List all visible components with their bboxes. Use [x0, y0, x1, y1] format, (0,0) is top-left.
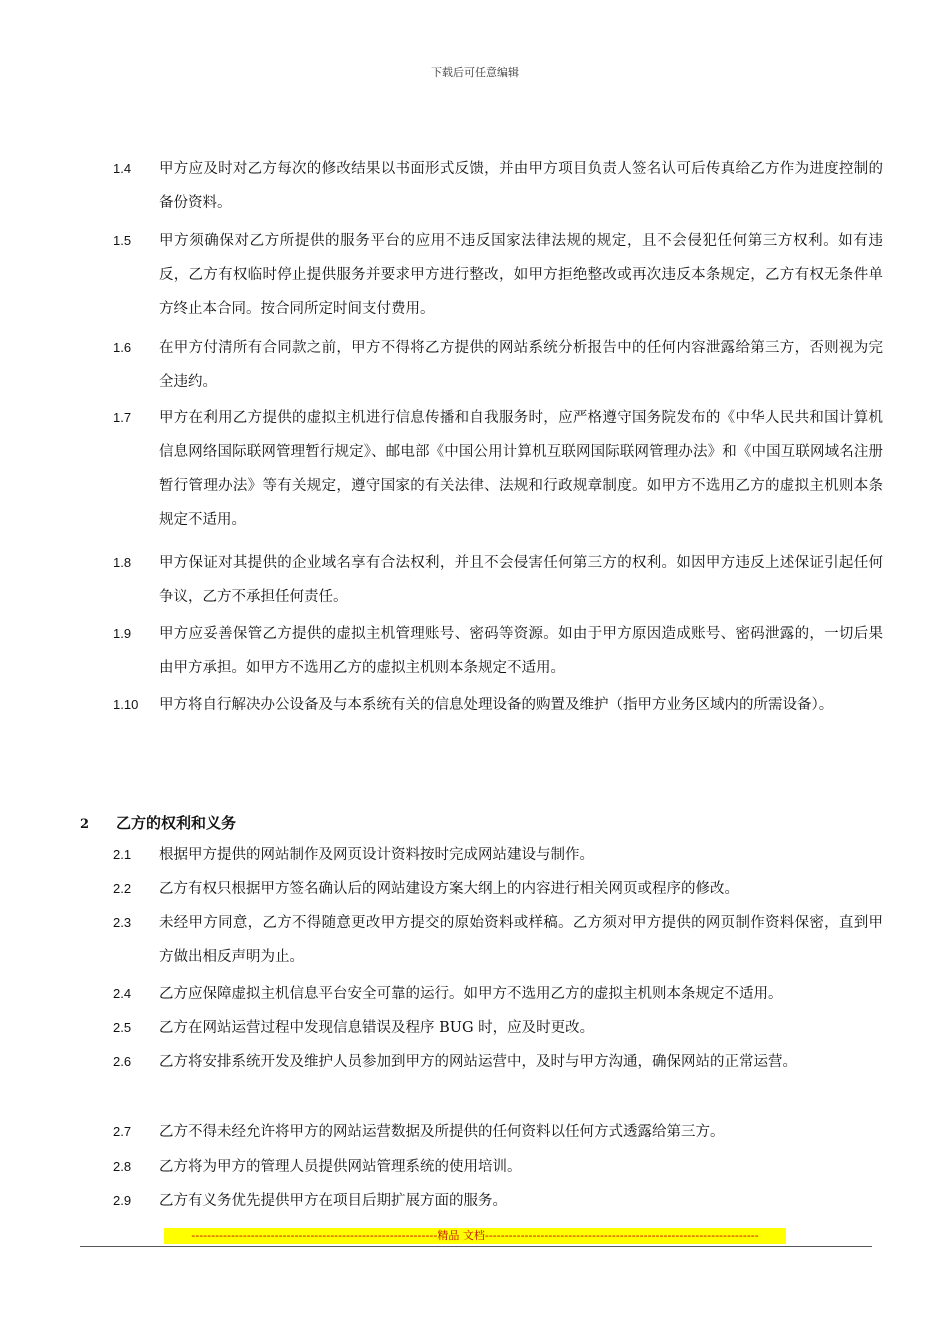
clause-text: 乙方有权只根据甲方签名确认后的网站建设方案大纲上的内容进行相关网页或程序的修改。: [159, 881, 739, 897]
section-title: 乙方的权利和义务: [116, 814, 237, 832]
clause-text: 未经甲方同意，乙方不得随意更改甲方提交的原始资料或样稿。乙方须对甲方提供的网页制作资料保密，直到甲方做出相反声明为止。: [159, 915, 883, 965]
clause-number: 1.7: [113, 410, 132, 425]
clause-text: 根据甲方提供的网站制作及网页设计资料按时完成网站建设与制作。: [159, 847, 594, 863]
section-number: 2: [80, 817, 90, 832]
clause-number: 1.8: [113, 555, 132, 570]
clause-text: 乙方不得未经允许将甲方的网站运营数据及所提供的任何资料以任何方式透露给第三方。: [159, 1124, 725, 1140]
clause-2-2: [113, 872, 883, 906]
clause-1-9: [113, 617, 883, 685]
clause-2-3: [113, 906, 883, 974]
clause-number: 1.6: [113, 340, 132, 355]
clause-number: 2.3: [113, 915, 132, 930]
clause-1-10: [113, 688, 883, 722]
clause-text: 甲方在利用乙方提供的虚拟主机进行信息传播和自我服务时，应严格遵守国务院发布的《中华人民共和国计算机信息网络国际联网管理暂行规定》、邮电部《中国公用计算机互联网国际联网管理办法》和《中国互联网域名注册暂行管理办法》等有关规定，遵守国家的有关法律、法规和行政规章制度。如甲方不选用乙方的虚拟主机则本条规定不适用。: [159, 410, 883, 528]
clause-number: 2.9: [113, 1193, 132, 1208]
footer-watermark-band: --------------------------------------------------------------精品 文档---------------------------------------------------------------------: [164, 1228, 786, 1244]
clause-1-6: [113, 331, 883, 399]
clause-text: 乙方在网站运营过程中发现信息错误及程序 BUG 时，应及时更改。: [159, 1020, 595, 1036]
clause-2-9: [113, 1184, 883, 1218]
clause-number: 2.5: [113, 1020, 132, 1035]
clause-text: 乙方将为甲方的管理人员提供网站管理系统的使用培训。: [159, 1159, 522, 1175]
clause-2-1: [113, 838, 883, 872]
clause-1-7: [113, 401, 883, 537]
clause-number: 2.6: [113, 1054, 132, 1069]
clause-number: 2.4: [113, 986, 132, 1001]
clause-text: 甲方保证对其提供的企业域名享有合法权利，并且不会侵害任何第三方的权利。如因甲方违反上述保证引起任何争议，乙方不承担任何责任。: [159, 555, 883, 605]
clause-2-8: [113, 1150, 883, 1184]
clause-2-4: [113, 977, 883, 1011]
clause-number: 1.5: [113, 233, 132, 248]
clause-text: 甲方应妥善保管乙方提供的虚拟主机管理账号、密码等资源。如由于甲方原因造成账号、密码泄露的，一切后果由甲方承担。如甲方不选用乙方的虚拟主机则本条规定不适用。: [159, 626, 883, 676]
clause-1-8: [113, 546, 883, 614]
page-header: 下载后可任意编辑: [431, 66, 519, 79]
clause-text: 乙方有义务优先提供甲方在项目后期扩展方面的服务。: [159, 1193, 507, 1209]
clause-number: 2.2: [113, 881, 132, 896]
clause-text: 甲方应及时对乙方每次的修改结果以书面形式反馈，并由甲方项目负责人签名认可后传真给乙方作为进度控制的备份资料。: [159, 161, 883, 211]
clause-number: 2.8: [113, 1159, 132, 1174]
clause-number: 2.7: [113, 1124, 132, 1139]
clause-text: 乙方应保障虚拟主机信息平台安全可靠的运行。如甲方不选用乙方的虚拟主机则本条规定不适用。: [159, 986, 783, 1002]
clause-number: 2.1: [113, 847, 132, 862]
clause-2-5: [113, 1011, 883, 1045]
clause-text: 甲方将自行解决办公设备及与本系统有关的信息处理设备的购置及维护（指甲方业务区域内的所需设备）。: [159, 697, 834, 713]
clause-number: 1.10: [113, 697, 139, 712]
clause-number: 1.4: [113, 161, 132, 176]
clause-number: 1.9: [113, 626, 132, 641]
clause-text: 乙方将安排系统开发及维护人员参加到甲方的网站运营中，及时与甲方沟通，确保网站的正常运营。: [159, 1054, 797, 1070]
clause-1-4: [113, 152, 883, 220]
clause-1-5: [113, 224, 883, 326]
clause-2-7: [113, 1115, 883, 1149]
clause-text: 在甲方付清所有合同款之前，甲方不得将乙方提供的网站系统分析报告中的任何内容泄露给第三方，否则视为完全违约。: [159, 340, 883, 390]
section-heading: [80, 807, 236, 841]
clause-2-6: [113, 1045, 883, 1079]
clause-text: 甲方须确保对乙方所提供的服务平台的应用不违反国家法律法规的规定，且不会侵犯任何第三方权利。如有违反，乙方有权临时停止提供服务并要求甲方进行整改，如甲方拒绝整改或再次违反本条规定，乙方有权无条件单方终止本合同。按合同所定时间支付费用。: [159, 233, 883, 317]
footer-divider: [80, 1246, 872, 1247]
